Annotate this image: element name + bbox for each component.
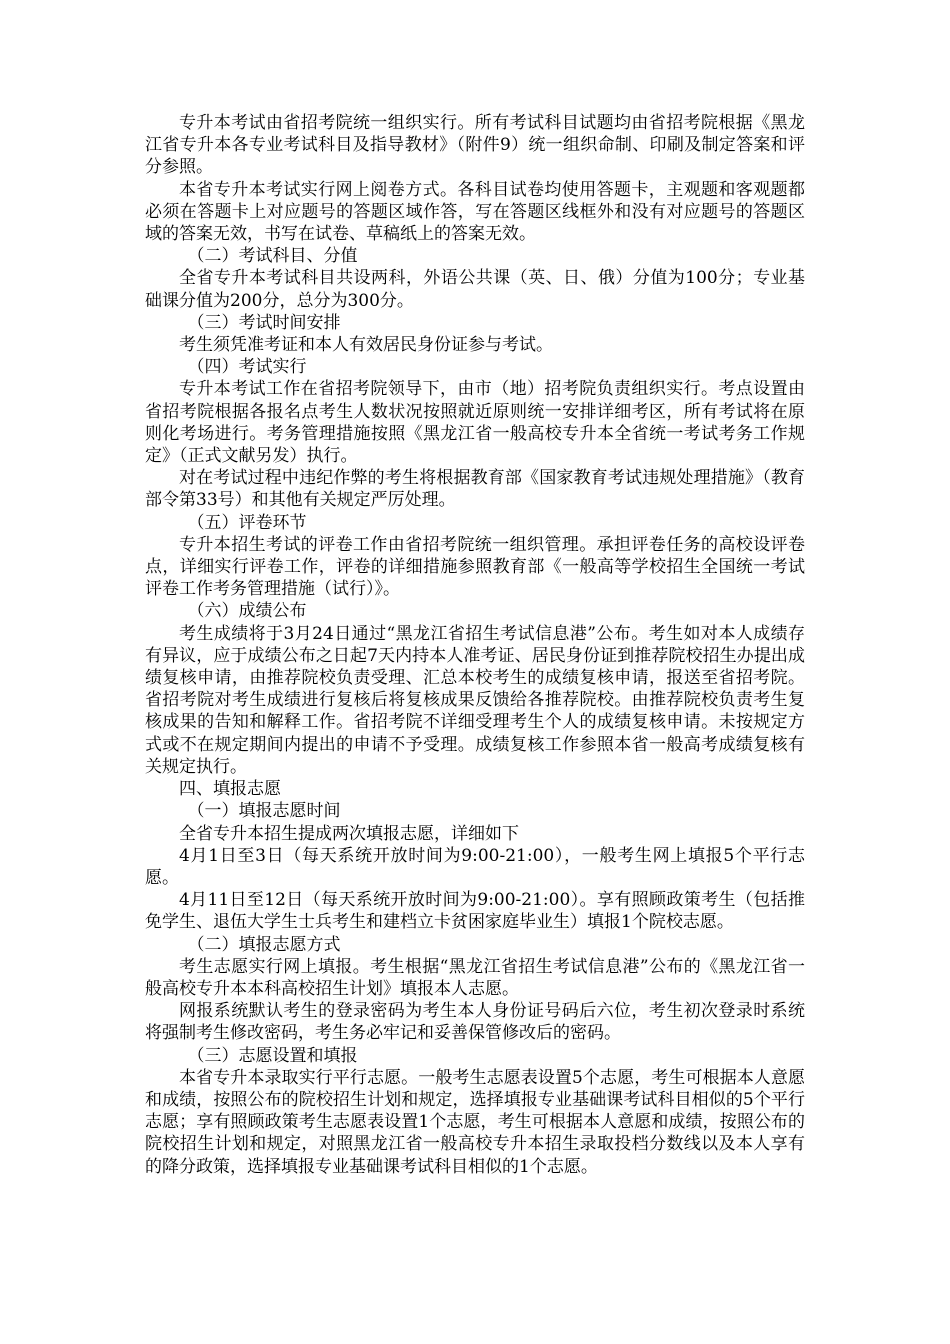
heading-exam-conduct: （四）考试实行 xyxy=(187,357,307,378)
heading-application-time: （一）填报志愿时间 xyxy=(187,801,341,822)
paragraph-cheating-handling: 对在考试过程中违纪作弊的考生将根据教育部《国家教育考试违规处理措施》（教育部令第33号）和其他有关规定严厉处理。 xyxy=(145,468,805,511)
paragraph-grading: 专升本招生考试的评卷工作由省招考院统一组织管理。承担评卷任务的高校设评卷点，详细实行评卷工作，评卷的详细措施参照教育部《一般高等学校招生全国统一考试评卷工作考务管理措施（试行）》。 xyxy=(145,534,805,600)
heading-application-method: （二）填报志愿方式 xyxy=(187,934,341,955)
paragraph-two-rounds: 全省专升本招生提成两次填报志愿，详细如下 xyxy=(179,823,519,844)
heading-grading: （五）评卷环节 xyxy=(187,512,307,533)
heading-section-four: 四、填报志愿 xyxy=(179,779,281,800)
paragraph-parallel-choices: 本省专升本录取实行平行志愿。一般考生志愿表设置5个志愿，考生可根据本人意愿和成绩，按照公布的院校招生计划和规定，选择填报专业基础课考试科目相似的5个平行志愿；享有照顾政策考生志愿表设置1个志愿，考生可根据本人意愿和成绩，按照公布的院校招生计划和规定，对照黑龙江省一般高校专升本招生录取投档分数线以及本人享有的降分政策，选择填报专业基础课考试科目相似的1个志愿。 xyxy=(145,1067,805,1177)
paragraph-password: 网报系统默认考生的登录密码为考生本人身份证号码后六位，考生初次登录时系统将强制考生修改密码，考生务必牢记和妥善保管修改后的密码。 xyxy=(145,1001,805,1044)
heading-exam-schedule: （三）考试时间安排 xyxy=(187,312,341,333)
heading-exam-subjects: （二）考试科目、分值 xyxy=(187,246,358,267)
paragraph-online-application: 考生志愿实行网上填报。考生根据“黑龙江省招生考试信息港”公布的《黑龙江省一般高校专升本本科高校招生计划》填报本人志愿。 xyxy=(145,956,805,999)
paragraph-results: 考生成绩将于3月24日通过“黑龙江省招生考试信息港”公布。考生如对本人成绩存有异议，应于成绩公布之日起7天内持本人准考证、居民身份证到推荐院校招生办提出成绩复核申请，由推荐院校负责受理、汇总本校考生的成绩复核申请，报送至省招考院。省招考院对考生成绩进行复核后将复核成果反馈给各推荐院校。由推荐院校负责考生复核成果的告知和解释工作。省招考院不详细受理考生个人的成绩复核申请。未按规定方式或不在规定期间内提出的申请不予受理。成绩复核工作参照本省一般高考成绩复核有关规定执行。 xyxy=(145,623,805,777)
paragraph-admission-ticket: 考生须凭准考证和本人有效居民身份证参与考试。 xyxy=(179,335,553,356)
paragraph-exam-organization: 专升本考试由省招考院统一组织实行。所有考试科目试题均由省招考院根据《黑龙江省专升本各专业考试科目及指导教材》（附件9）统一组织命制、印刷及制定答案和评分参照。 xyxy=(145,113,805,178)
paragraph-subjects-scores: 全省专升本考试科目共设两科，外语公共课（英、日、俄）分值为100分；专业基础课分值为200分，总分为300分。 xyxy=(145,268,805,311)
document-body xyxy=(145,112,805,1178)
paragraph-round-one: 4月1日至3日（每天系统开放时间为9:00-21:00），一般考生网上填报5个平行志愿。 xyxy=(145,845,805,888)
heading-application-setting: （三）志愿设置和填报 xyxy=(187,1045,358,1066)
paragraph-exam-conduct: 专升本考试工作在省招考院领导下，由市（地）招考院负责组织实行。考点设置由省招考院根据各报名点考生人数状况按照就近原则统一安排详细考区，所有考试将在原则化考场进行。考务管理措施按照《黑龙江省一般高校专升本全省统一考试考务工作规定》（正式文献另发）执行。 xyxy=(145,379,805,467)
paragraph-online-marking: 本省专升本考试实行网上阅卷方式。各科目试卷均使用答题卡，主观题和客观题都必须在答题卡上对应题号的答题区域作答，写在答题区线框外和没有对应题号的答题区域的答案无效，书写在试卷、草稿纸上的答案无效。 xyxy=(145,179,805,245)
paragraph-round-two: 4月11日至12日（每天系统开放时间为9:00-21:00）。享有照顾政策考生（包括推免学生、退伍大学生士兵考生和建档立卡贫困家庭毕业生）填报1个院校志愿。 xyxy=(145,890,805,933)
heading-results: （六）成绩公布 xyxy=(187,601,307,622)
